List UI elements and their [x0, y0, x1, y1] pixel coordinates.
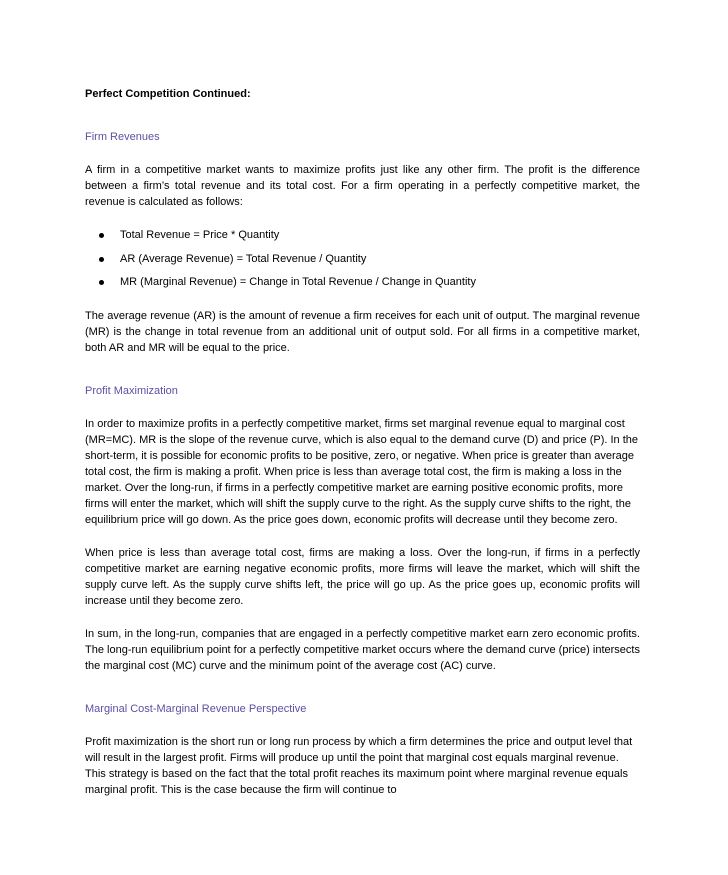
list-item	[85, 274, 640, 290]
section-heading-profit-maximization: Profit Maximization	[85, 385, 178, 397]
list-item-text: MR (Marginal Revenue) = Change in Total Revenue / Change in Quantity	[120, 276, 476, 288]
section-heading-firm-revenues: Firm Revenues	[85, 131, 160, 143]
bullet-icon	[99, 233, 104, 238]
paragraph: When price is less than average total cost, firms are making a loss. Over the long-run, if firms in a perfectly competitive market are earning negative economic profits, more firms will leave the market, which will shift the supply curve left. As the supply curve shifts left, the price will go up. As the price goes up, economic profits will increase until they become zero.	[85, 547, 640, 607]
bullet-icon	[99, 257, 104, 262]
paragraph: In order to maximize profits in a perfectly competitive market, firms set marginal revenue equal to marginal cost (MR=MC). MR is the slope of the revenue curve, which is also equal to the demand curve (D) and price (P). In the short-term, it is possible for economic profits to be positive, zero, or negative. When price is greater than average total cost, the firm is making a profit. When price is less than average total cost, the firm is making a loss in the market. Over the long-run, if firms in a perfectly competitive market are earning positive economic profits, more firms will enter the market, which will shift the supply curve to the right. As the supply curve shifts to the right, the equilibrium price will go down. As the price goes down, economic profits will decrease until they become zero.	[85, 418, 638, 526]
revenue-formula-list	[85, 227, 640, 290]
list-item	[85, 251, 640, 267]
section-heading-mc-mr-perspective: Marginal Cost-Marginal Revenue Perspective	[85, 703, 307, 715]
paragraph: In sum, in the long-run, companies that are engaged in a perfectly competitive market earn zero economic profits. The long-run equilibrium point for a perfectly competitive market occurs where the demand curve (price) intersects the marginal cost (MC) curve and the minimum point of the average cost (AC) curve.	[85, 628, 640, 672]
paragraph: A firm in a competitive market wants to maximize profits just like any other firm. The profit is the difference between a firm’s total revenue and its total cost. For a firm operating in a perfectly competitive market, the revenue is calculated as follows:	[85, 164, 640, 208]
page-title: Perfect Competition Continued:	[85, 88, 251, 100]
list-item-text: Total Revenue = Price * Quantity	[120, 229, 280, 241]
document-body	[85, 86, 640, 815]
paragraph: Profit maximization is the short run or long run process by which a firm determines the price and output level that will result in the largest profit. Firms will produce up until the point that marginal cost equals marginal revenue. This strategy is based on the fact that the total profit reaches its maximum point where marginal revenue equals marginal profit. This is the case because the firm will continue to	[85, 736, 633, 796]
list-item-text: AR (Average Revenue) = Total Revenue / Quantity	[120, 252, 367, 265]
bullet-icon	[99, 280, 104, 285]
list-item	[85, 227, 640, 243]
paragraph: The average revenue (AR) is the amount of revenue a firm receives for each unit of output. The marginal revenue (MR) is the change in total revenue from an additional unit of output sold. For all firms in a competitive market, both AR and MR will be equal to the price.	[85, 310, 640, 354]
